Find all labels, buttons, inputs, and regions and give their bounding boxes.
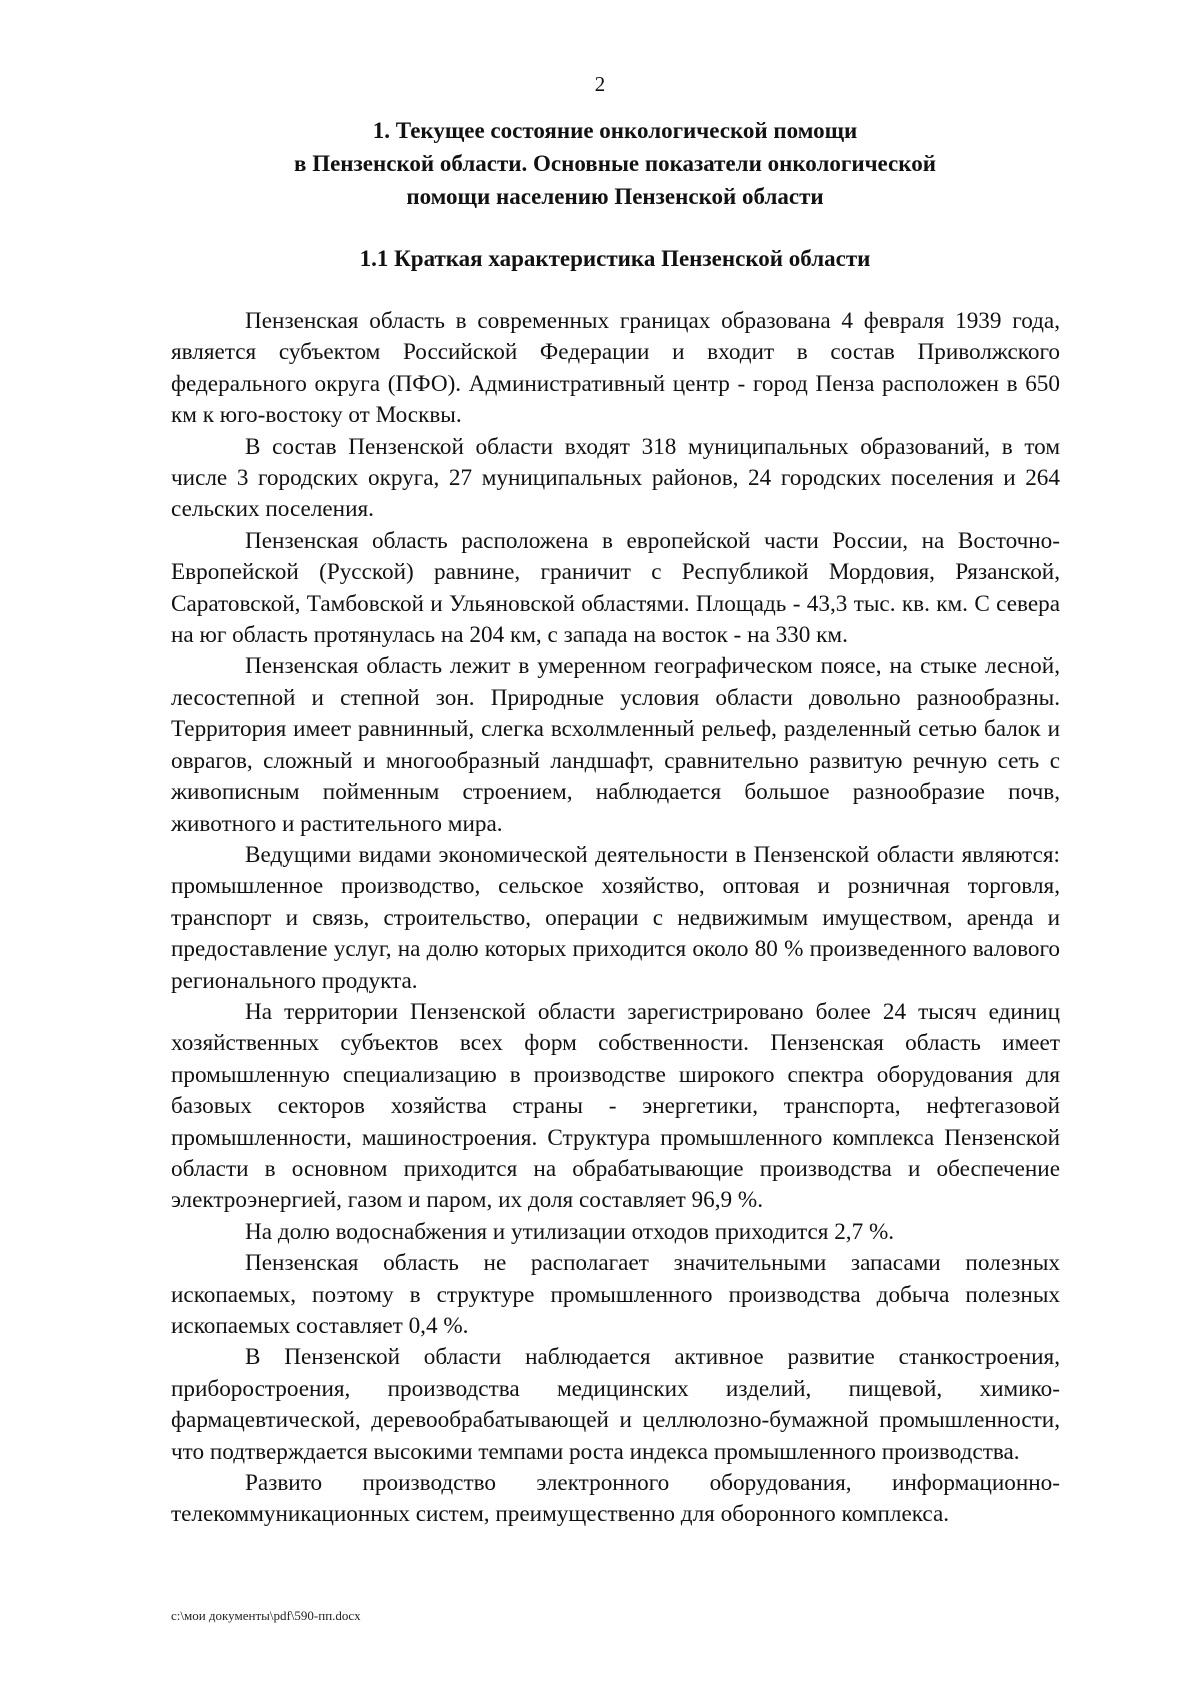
page-number: 2 [594, 72, 606, 96]
paragraph: На долю водоснабжения и утилизации отходов приходится 2,7 %. [245, 1218, 895, 1245]
paragraph: Пензенская область в современных границах образована 4 февраля 1939 года, является субъектом Российской Федерации и входит в состав Приволжского федерального округа (ПФО). Административный центр - город Пенза расположен в 650 км к юго-востоку от Москвы. [171, 308, 1060, 429]
section-heading-line-2: в Пензенской области. Основные показатели онкологической [294, 151, 936, 176]
section-heading-line-1: 1. Текущее состояние онкологической помощи [372, 118, 858, 143]
body-text [171, 306, 1060, 1531]
paragraph: Пензенская область расположена в европейской части России, на Восточно-Европейской (Русской) равнине, граничит с Республикой Мордовия, Рязанской, Саратовской, Тамбовской и Ульяновской областями. Площадь - 43,3 тыс. кв. км. С севера на юг область протянулась на 204 км, с запада на восток - на 330 км. [171, 527, 1060, 649]
paragraph: В Пензенской области наблюдается активное развитие станкостроения, приборостроения, производства медицинских изделий, пищевой, химико-фармацевтической, деревообрабатывающей и целлюлозно-бумажной промышленности, что подтверждается высокими темпами роста индекса промышленного производства. [171, 1344, 1060, 1465]
paragraph: Развито производство электронного оборудования, информационно-телекоммуникационных систем, преимущественно для оборонного комплекса. [171, 1470, 1060, 1528]
subsection-heading: 1.1 Краткая характеристика Пензенской области [359, 246, 871, 271]
paragraph: Пензенская область лежит в умеренном географическом поясе, на стыке лесной, лесостепной и степной зон. Природные условия области довольно разнообразны. Территория имеет равнинный, слегка всхолмленный рельеф, разделенный сетью балок и оврагов, сложный и многообразный ландшафт, сравнительно развитую речную сеть с живописным пойменным строением, наблюдается большое разнообразие почв, животного и растительного мира. [171, 653, 1060, 837]
paragraph: На территории Пензенской области зарегистрировано более 24 тысяч единиц хозяйственных субъектов всех форм собственности. Пензенская область имеет промышленную специализацию в производстве широкого спектра оборудования для базовых секторов хозяйства страны - энергетики, транспорта, нефтегазовой промышленности, машиностроения. Структура промышленного комплекса Пензенской области в основном приходится на обрабатывающие производства и обеспечение электроэнергией, газом и паром, их доля составляет 96,9 %. [171, 998, 1060, 1214]
paragraph: Пензенская область не располагает значительными запасами полезных ископаемых, поэтому в структуре промышленного производства добыча полезных ископаемых составляет 0,4 %. [171, 1250, 1060, 1339]
footer-file-path: c:\мои документы\pdf\590-пп.docx [171, 1608, 361, 1623]
section-heading-line-3: помощи населению Пензенской области [406, 184, 824, 209]
section-heading [170, 114, 1060, 213]
paragraph: Ведущими видами экономической деятельности в Пензенской области являются: промышленное производство, сельское хозяйство, оптовая и розничная торговля, транспорт и связь, строительство, операции с недвижимым имуществом, аренда и предоставление услуг, на долю которых приходится около 80 % произведенного валового регионального продукта. [171, 841, 1060, 994]
paragraph: В состав Пензенской области входят 318 муниципальных образований, в том числе 3 городских округа, 27 муниципальных районов, 24 городских поселения и 264 сельских поселения. [171, 433, 1060, 523]
